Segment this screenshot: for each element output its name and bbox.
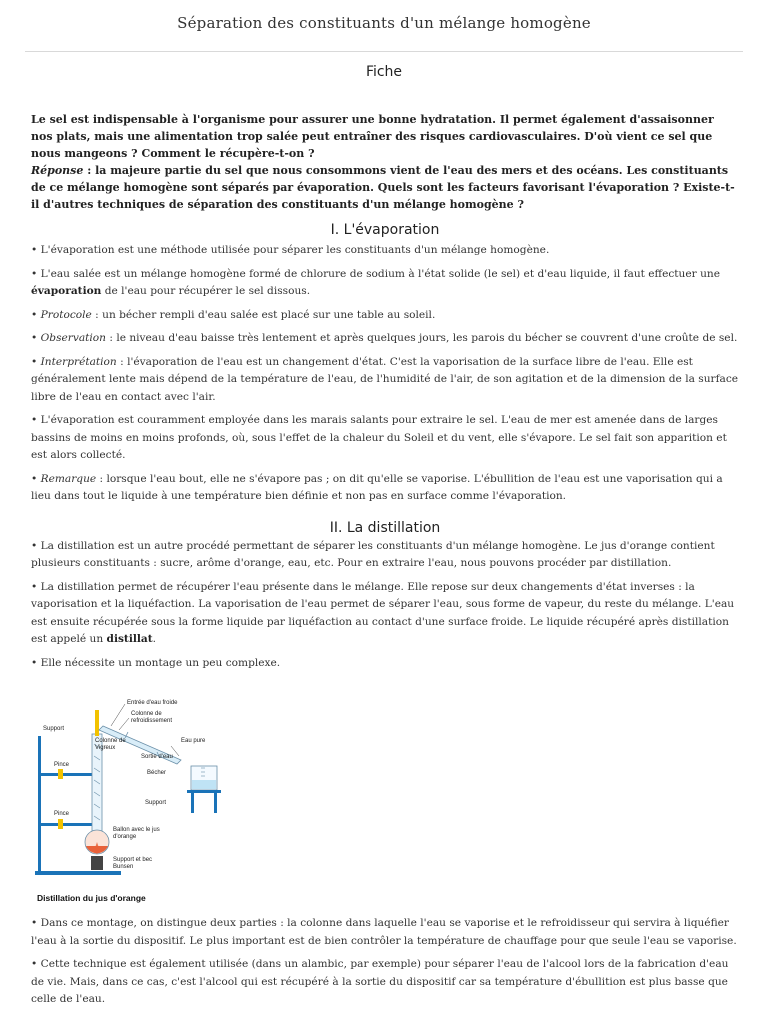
paragraph: • Dans ce montage, on distingue deux parties : la colonne dans laquelle l'eau se vaporise et le refroidisseur qui servira à liquéfier l'eau à la sortie du dispositif. Le plus important est de bien contrôler la température de chauffage pour que seule l'eau se vaporise. bbox=[31, 917, 737, 947]
paragraph: • Interprétation : l'évaporation de l'eau est un changement d'état. C'est la vaporisation de la surface libre de l'eau. Elle est généralement lente mais dépend de la température de l'eau, de l'humidité de l'air, de son agitation et de la dimension de la surface libre de l'eau en contact avec l'air. bbox=[31, 355, 739, 403]
paragraph: • Remarque : lorsque l'eau bout, elle ne s'évapore pas ; on dit qu'elle se vaporise. L'ébullition de l'eau est une vaporisation qui a lieu dans tout le liquide à une température bien définie et non pas en surface comme l'évaporation. bbox=[31, 472, 723, 502]
label-colonne-refroidissement: Colonne de refroidissement bbox=[131, 711, 173, 724]
label-colonne-vigreux: Colonne de Vigreux bbox=[95, 738, 126, 751]
paragraph: • La distillation est un autre procédé permettant de séparer les constituants d'un mélange homogène. Le jus d'orange contient plusieurs constituants : sucre, arôme d'orange, eau, etc. Pour en extraire l'eau, nous pouvons procéder par distillation. bbox=[31, 539, 715, 569]
label-sortie-eau: Sortie d'eau bbox=[141, 754, 173, 760]
paragraph: • L'évaporation est couramment employée dans les marais salants pour extraire le sel. L'eau de mer est amenée dans de larges bassins de moins en moins profonds, où, sous l'effet de la chaleur du Soleil et du vent, elle s'évapore. Le sel fait son apparition et est alors collecté. bbox=[31, 414, 727, 461]
bold-term: distillat bbox=[106, 633, 153, 645]
intro-block bbox=[31, 111, 739, 213]
paragraph bbox=[31, 266, 739, 301]
paragraph: • Observation : le niveau d'eau baisse très lentement et après quelques jours, les parois du bécher se couvrent d'une croûte de sel. bbox=[31, 332, 738, 344]
label-pince: Pince bbox=[54, 811, 70, 817]
label-pince: Pince bbox=[54, 762, 70, 768]
clamp-knob bbox=[58, 819, 63, 829]
paragraph-text: de l'eau pour récupérer le sel dissous. bbox=[101, 285, 311, 297]
title-divider bbox=[25, 51, 743, 52]
page-title: Séparation des constituants d'un mélange homogène bbox=[177, 14, 591, 32]
document-body bbox=[31, 111, 739, 1009]
answer-label: Réponse bbox=[31, 164, 84, 177]
paragraph-text: • L'eau salée est un mélange homogène formé de chlorure de sodium à l'état solide (le sel) et d'eau liquide, il faut effectuer une bbox=[31, 267, 720, 280]
paragraph bbox=[31, 579, 739, 649]
label-support: Support bbox=[43, 726, 65, 732]
beaker-support bbox=[187, 790, 221, 793]
italic-label: Interprétation bbox=[40, 355, 117, 368]
paragraph: • Cette technique est également utilisée (dans un alambic, par exemple) pour séparer l'eau de l'alcool lors de la fabrication d'eau de vie. Mais, dans ce cas, c'est l'alcool qui est récupéré à la sortie du dispositif car sa température d'ébullition est plus basse que celle de l'eau. bbox=[31, 958, 729, 1005]
figure-caption: Distillation du jus d'orange bbox=[37, 893, 146, 903]
support-base bbox=[35, 871, 121, 875]
italic-label: Remarque bbox=[40, 472, 97, 485]
section-heading-evaporation: I. L'évaporation bbox=[330, 222, 440, 238]
distillate bbox=[192, 780, 216, 789]
paragraph-text: : lorsque l'eau bout, elle ne s'évapore pas ; on dit qu'elle se vaporise. L'ébullition de l'eau est une vaporisation qui a lieu dans tout le liquide à une température bien définie et non pas en surface comme l'évaporation. bbox=[31, 472, 723, 502]
bunsen-burner bbox=[91, 856, 103, 870]
section-heading-distillation: II. La distillation bbox=[329, 519, 441, 536]
bold-term: évaporation bbox=[31, 285, 102, 297]
answer-text: : la majeure partie du sel que nous consommons vient de l'eau des mers et des océans. Les constituants de ce mélange homogène sont séparés par évaporation. Quels sont les facteurs favorisant l'évaporation ? Existe-t-il d'autres techniques de séparation des constituants d'un mélange homogène ? bbox=[31, 164, 735, 211]
clamp-lower bbox=[40, 823, 98, 826]
clamp-upper bbox=[40, 773, 98, 776]
label-entree: Entrée d'eau froide bbox=[127, 700, 178, 706]
paragraph: • Protocole : un bécher rempli d'eau salée est placé sur une table au soleil. bbox=[31, 308, 436, 321]
support-rod bbox=[38, 736, 41, 873]
paragraph-text: . bbox=[152, 633, 157, 645]
label-support-becher: Support bbox=[145, 800, 167, 806]
intro-question: Le sel est indispensable à l'organisme pour assurer une bonne hydratation. Il permet également d'assaisonner nos plats, mais une alimentation trop salée peut entraîner des risques cardiovasculaires. D'où vient ce sel que nous mangeons ? Comment le récupère-t-on ? bbox=[31, 113, 714, 160]
paragraph-text: : l'évaporation de l'eau est un changement d'état. C'est la vaporisation de la surface libre de l'eau. Elle est généralement lente mais dépend de la température de l'eau, de l'humidité de l'air, de son agitation et de la dimension de la surface libre de l'eau en contact avec l'air. bbox=[31, 355, 739, 403]
page-subtitle: Fiche bbox=[365, 64, 403, 80]
paragraph-text: : le niveau d'eau baisse très lentement et après quelques jours, les parois du bécher se couvrent d'une croûte de sel. bbox=[106, 332, 738, 344]
paragraph: • Elle nécessite un montage un peu complexe. bbox=[31, 656, 281, 669]
intro-answer bbox=[31, 162, 739, 213]
clamp-knob bbox=[58, 769, 63, 779]
italic-label: Protocole bbox=[40, 308, 92, 321]
thermometer bbox=[95, 710, 99, 736]
paragraph-text: : un bécher rempli d'eau salée est placé sur une table au soleil. bbox=[91, 308, 436, 321]
paragraph: • L'évaporation est une méthode utilisée pour séparer les constituants d'un mélange homogène. bbox=[31, 244, 550, 256]
label-ballon: Ballon avec le jus d'orange bbox=[113, 827, 160, 840]
distillation-figure bbox=[31, 696, 231, 911]
italic-label: Observation bbox=[40, 332, 107, 344]
paragraph-text: • La distillation permet de récupérer l'eau présente dans le mélange. Elle repose sur deux changements d'état inverses : la vaporisation et la liquéfaction. La vaporisation de l'eau permet de séparer l'eau, sous forme de vapeur, du reste du mélange. L'eau est ensuite récupérée sous la forme liquide par liquéfaction au contact d'une surface froide. Le liquide récupéré après distillation est appelé un bbox=[31, 580, 735, 645]
label-support-bec: Support et bec Bunsen bbox=[113, 857, 153, 870]
label-becher: Bécher bbox=[147, 770, 167, 776]
label-eau-pure: Eau pure bbox=[181, 738, 206, 744]
